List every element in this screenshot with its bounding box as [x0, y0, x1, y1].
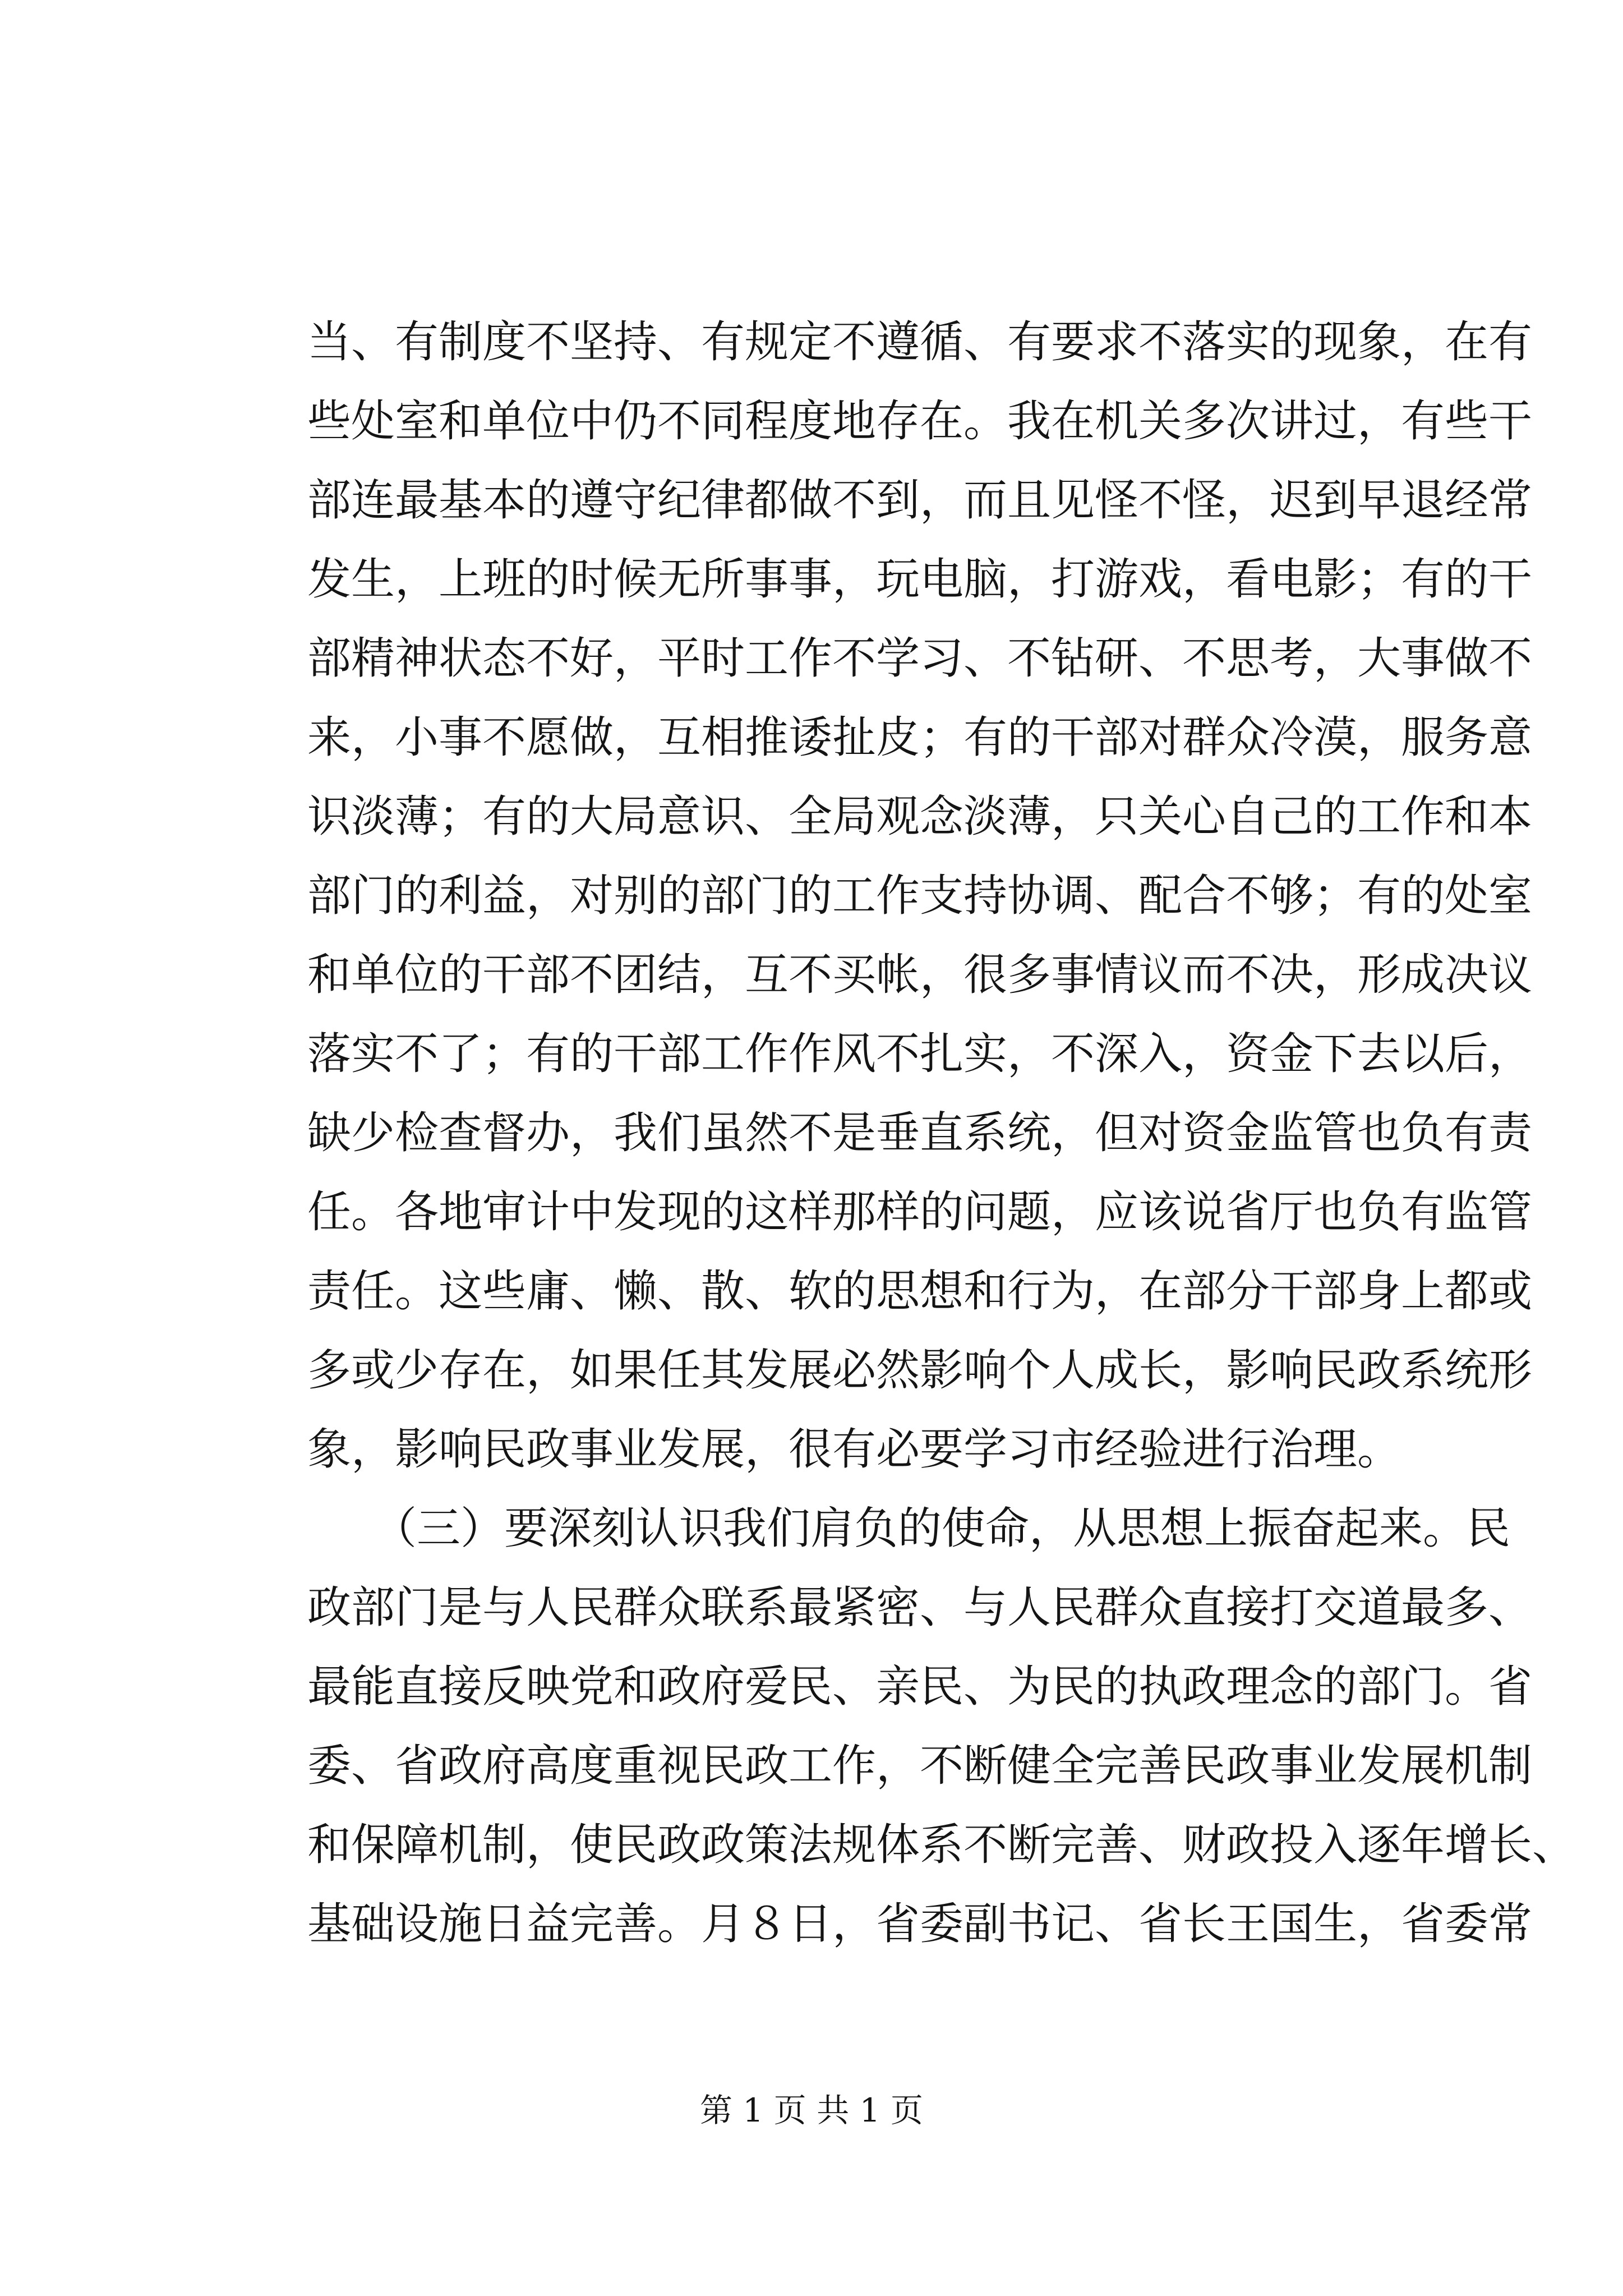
text-line: 部精神状态不好，平时工作不学习、不钻研、不思考，大事做不 [307, 633, 1533, 684]
text-line: 当、有制度不坚持、有规定不遵循、有要求不落实的现象，在有 [307, 317, 1533, 367]
text-line: 政部门是与人民群众联系最紧密、与人民群众直接打交道最多、 [307, 1582, 1533, 1633]
text-line: 识淡薄；有的大局意识、全局观念淡薄，只关心自己的工作和本 [307, 792, 1533, 842]
text-line: 基础设施日益完善。月８日，省委副书记、省长王国生，省委常 [307, 1899, 1533, 1949]
body-text [307, 303, 1576, 1964]
text-line: 多或少存在，如果任其发展必然影响个人成长，影响民政系统形 [307, 1345, 1533, 1396]
text-line: 和单位的干部不团结，互不买帐，很多事情议而不决，形成决议 [307, 950, 1533, 1000]
text-line: 和保障机制，使民政政策法规体系不断完善、财政投入逐年增长、 [307, 1820, 1576, 1870]
text-line: 部门的利益，对别的部门的工作支持协调、配合不够；有的处室 [307, 871, 1533, 921]
text-line: 最能直接反映党和政府爱民、亲民、为民的执政理念的部门。省 [307, 1662, 1533, 1712]
text-line: 发生，上班的时候无所事事，玩电脑，打游戏，看电影；有的干 [307, 554, 1533, 605]
text-line: 来，小事不愿做，互相推诿扯皮；有的干部对群众冷漠，服务意 [307, 712, 1533, 763]
page-number-footer: 第 1 页 共 1 页 [700, 2091, 923, 2129]
text-line: 责任。这些庸、懒、散、软的思想和行为，在部分干部身上都或 [307, 1266, 1533, 1317]
paragraph-start-line: （三）要深刻认识我们肩负的使命，从思想上振奋起来。民 [307, 1503, 1511, 1554]
paragraph-end-line: 象，影响民政事业发展，很有必要学习市经验进行治理。 [307, 1424, 1401, 1475]
text-line: 缺少检查督办，我们虽然不是垂直系统，但对资金监管也负有责 [307, 1108, 1533, 1158]
text-line: 落实不了；有的干部工作作风不扎实，不深入，资金下去以后， [307, 1029, 1533, 1079]
text-line: 部连最基本的遵守纪律都做不到，而且见怪不怪，迟到早退经常 [307, 475, 1533, 526]
text-line: 任。各地审计中发现的这样那样的问题，应该说省厅也负有监管 [307, 1187, 1533, 1237]
text-line: 委、省政府高度重视民政工作，不断健全完善民政事业发展机制 [307, 1741, 1533, 1791]
text-line: 些处室和单位中仍不同程度地存在。我在机关多次讲过，有些干 [307, 396, 1533, 447]
